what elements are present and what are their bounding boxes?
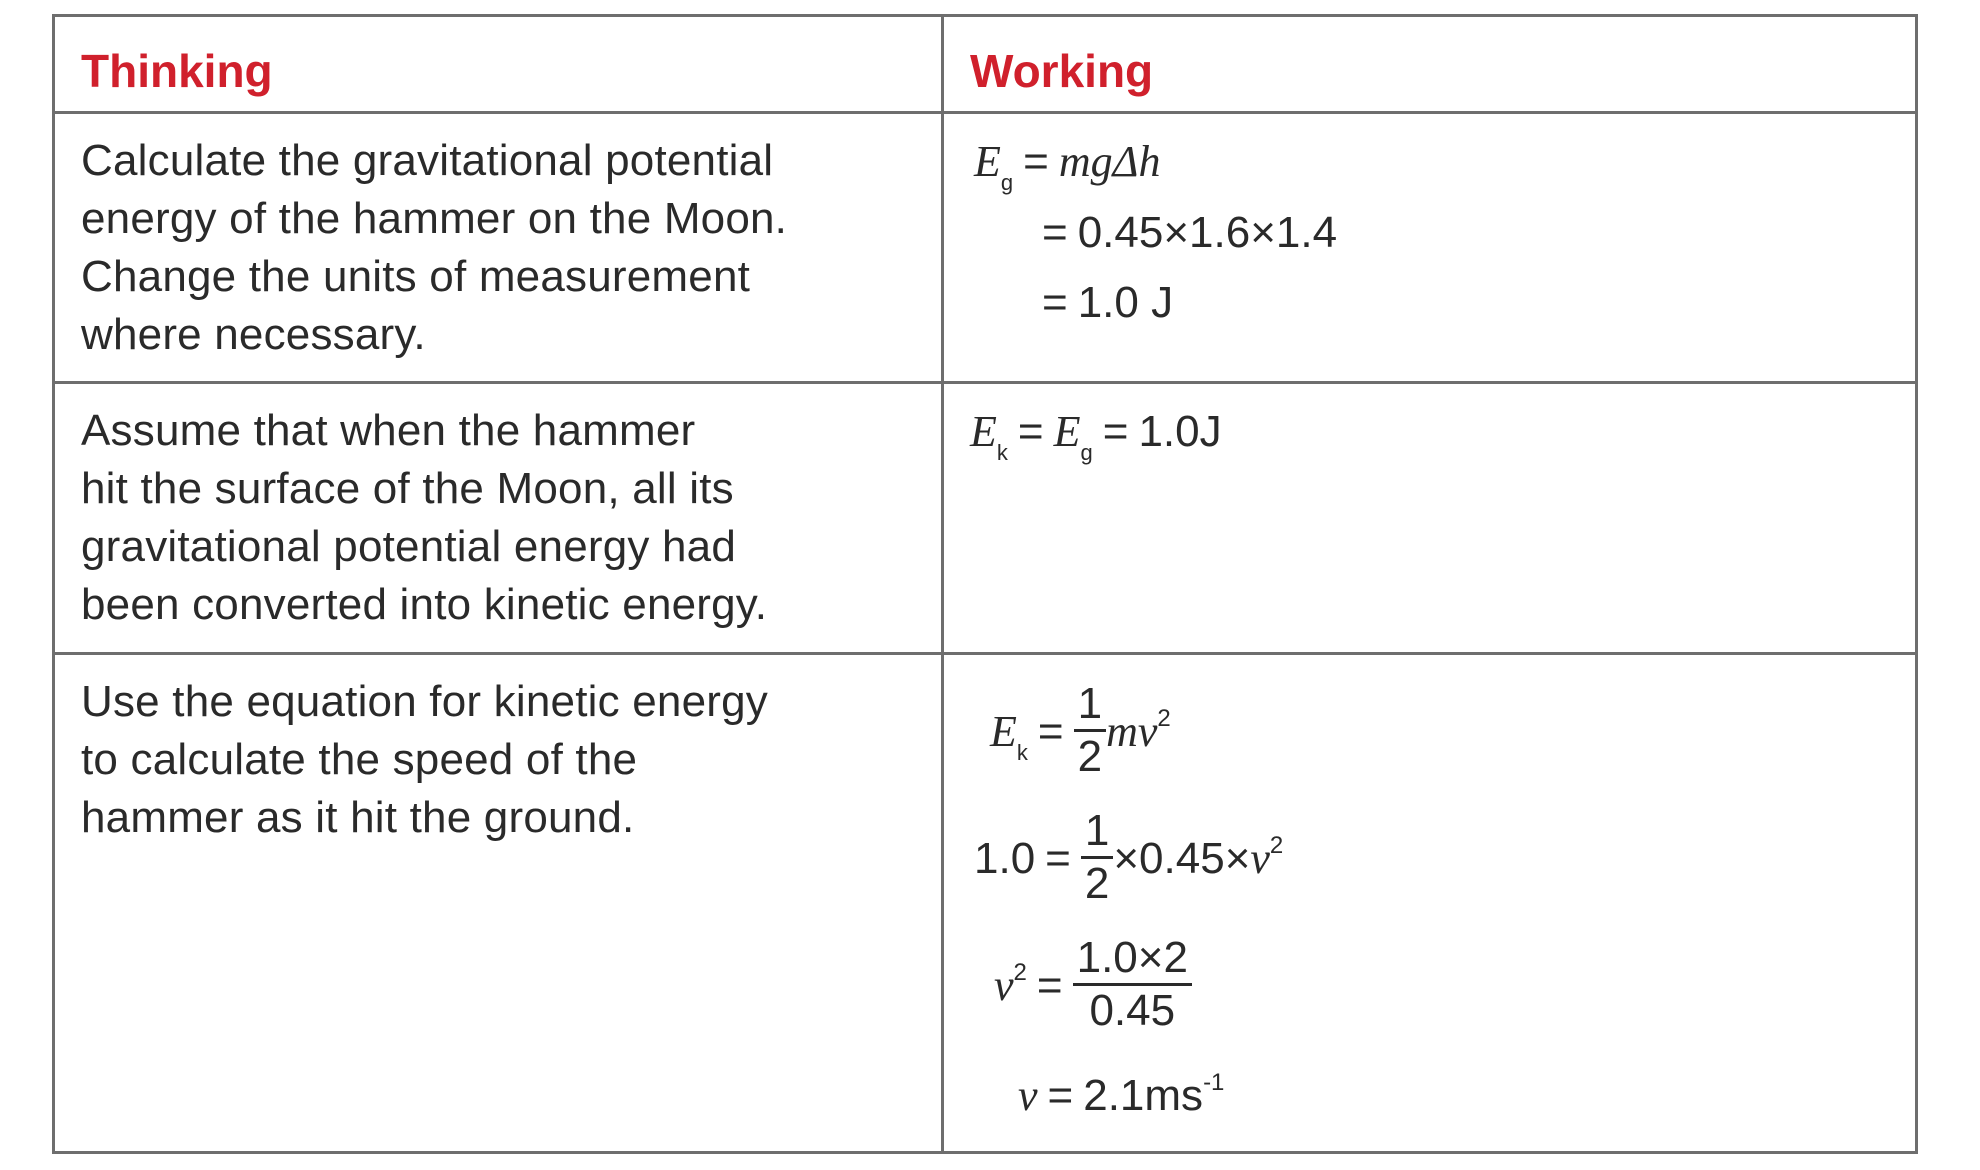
fraction: [1074, 679, 1106, 782]
equation-line: = 0.45×1.6×1.4: [1042, 208, 1338, 257]
numerator: 1: [1084, 806, 1110, 855]
superscript: 2: [1269, 832, 1284, 860]
variable: v: [1018, 1071, 1038, 1120]
equation-line: $v^2$ = $\frac{1.0\times 2}{0.45}$: [994, 937, 1192, 1040]
thinking-cell: [55, 384, 941, 652]
thinking-line: to calculate the speed of the: [81, 735, 638, 784]
subscript: k: [996, 440, 1008, 465]
header-cell-thinking: [55, 17, 941, 111]
subscript: g: [1000, 170, 1014, 195]
equation-line: 1.0 = $\frac{1}{2}$ $\times 0.45\times v^2$: [974, 806, 1284, 908]
equation-line: $E_k = E_g = 1.0J$: [970, 407, 1222, 465]
worked-example-table: [52, 14, 1918, 1154]
result: 1.0J: [1138, 407, 1222, 456]
thinking-line: hammer as it hit the ground.: [81, 793, 635, 842]
denominator: 2: [1077, 732, 1103, 781]
superscript: 2: [1013, 959, 1027, 987]
thinking-cell: [55, 655, 941, 1151]
denominator: 0.45: [1089, 986, 1176, 1035]
thinking-cell: [55, 114, 941, 381]
fraction: [1073, 933, 1192, 1036]
thinking-line: Change the units of measurement: [81, 252, 751, 301]
expression: mgΔh: [1058, 137, 1161, 186]
equation-line: $E_g = mg\Delta h$: [974, 137, 1161, 195]
working-heading: Working: [970, 45, 1154, 97]
fraction: [1081, 806, 1113, 909]
thinking-line: energy of the hammer on the Moon.: [81, 194, 788, 243]
equation-line: $E_k$ = $\frac{1}{2}$ $mv^2$: [990, 679, 1171, 781]
working-cell: [944, 114, 1915, 381]
superscript: -1: [1203, 1069, 1225, 1096]
header-cell-working: [944, 17, 1915, 111]
variable: E: [1053, 407, 1081, 456]
result: 1.0 J: [1077, 278, 1174, 327]
thinking-heading: Thinking: [81, 45, 273, 97]
variable: E: [970, 407, 997, 456]
denominator: 2: [1084, 859, 1110, 908]
thinking-line: Calculate the gravitational potential: [81, 136, 774, 185]
thinking-line: where necessary.: [81, 310, 426, 359]
thinking-line: Assume that when the hammer: [81, 406, 696, 455]
table-row: [55, 655, 1915, 1151]
variable: E: [974, 137, 1001, 186]
superscript: 2: [1157, 705, 1171, 733]
equation-line: $v = 2.1ms^{-1}$: [1018, 1069, 1225, 1120]
thinking-line: been converted into kinetic energy.: [81, 580, 768, 629]
thinking-line: hit the surface of the Moon, all its: [81, 464, 734, 513]
thinking-line: Use the equation for kinetic energy: [81, 677, 768, 726]
subscript: k: [1016, 740, 1028, 766]
working-cell: [944, 655, 1915, 1151]
equation-line: = 1.0 J: [1042, 278, 1174, 327]
table-row: [55, 114, 1915, 384]
variable: v: [1250, 834, 1270, 884]
numerator: 1: [1077, 679, 1103, 728]
expression: 0.45×1.6×1.4: [1077, 208, 1338, 257]
subscript: g: [1080, 440, 1093, 465]
expression: ×0.45×: [1113, 834, 1251, 884]
working-cell: [944, 384, 1915, 652]
thinking-line: gravitational potential energy had: [81, 522, 737, 571]
table-row: [55, 384, 1915, 655]
variable: E: [990, 707, 1017, 757]
expression: mv: [1106, 707, 1158, 757]
value: 1.0: [974, 834, 1036, 884]
table-header-row: [55, 17, 1915, 114]
variable: v: [994, 961, 1014, 1011]
numerator: 1.0×2: [1076, 933, 1188, 982]
result: 2.1ms: [1083, 1071, 1204, 1120]
